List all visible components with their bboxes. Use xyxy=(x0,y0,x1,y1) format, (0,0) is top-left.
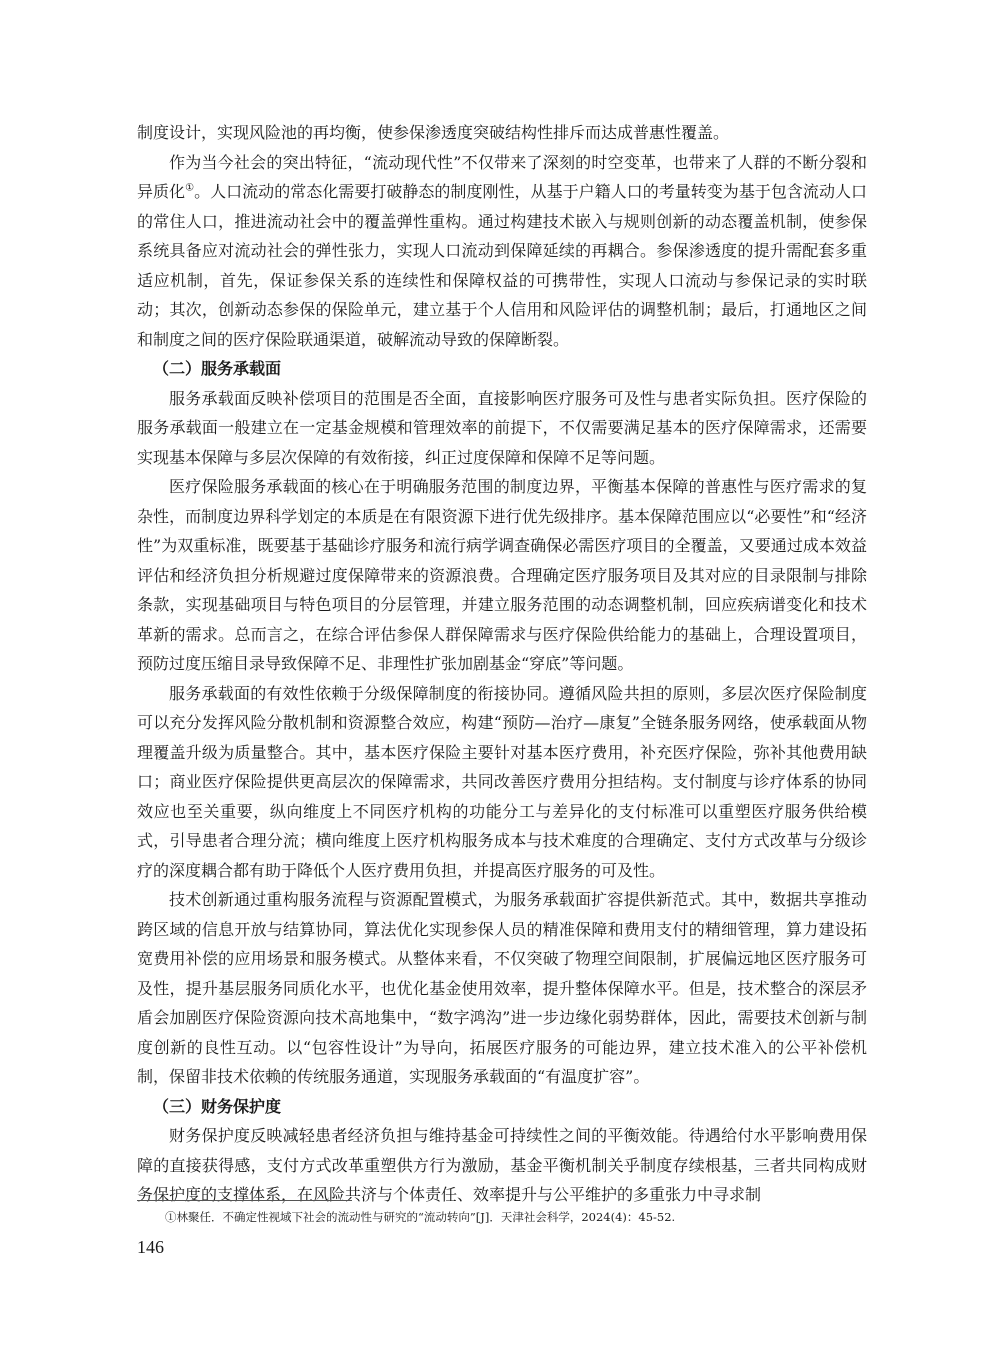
paragraph-1 xyxy=(137,148,867,355)
paragraph-3: 服务承载面反映补偿项目的范围是否全面，直接影响医疗服务可及性与患者实际负担。医疗保险的服务承载面一般建立在一定基金规模和管理效率的前提下，不仅需要满足基本的医疗保障需求，还需要实现基本保障与多层次保障的有效衔接，纠正过度保障和保障不足等问题。 xyxy=(137,388,867,467)
section-heading-3: （三）财务保护度 xyxy=(153,1096,282,1116)
article-body xyxy=(137,118,867,1210)
footnote-ref[interactable]: ① xyxy=(185,182,195,194)
footnote-divider xyxy=(137,1200,352,1201)
section-heading-2: （二）服务承载面 xyxy=(153,359,282,378)
paragraph-6: 技术创新通过重构服务流程与资源配置模式，为服务承载面扩容提供新范式。其中，数据共享推动跨区域的信息开放与结算协同，算法优化实现参保人员的精准保障和费用支付的精细管理，算力建设拓宽费用补偿的应用场景和服务模式。从整体来看，不仅突破了物理空间限制，扩展偏远地区医疗服务可及性，提升基层服务同质化水平，也优化基金使用效率，提升整体保障水平。但是，技术整合的深层矛盾会加剧医疗保险资源向技术高地集中，“数字鸿沟”进一步边缘化弱势群体，因此，需要技术创新与制度创新的良性互动。以“包容性设计”为导向，拓展医疗服务的可能边界，建立技术准入的公平补偿机制，保留非技术依赖的传统服务通道，实现服务承载面的“有温度扩容”。 xyxy=(137,890,867,1086)
footnote: ①林聚任．不确定性视域下社会的流动性与研究的“流动转向”[J]．天津社会科学，2024(4)：45-52. xyxy=(165,1210,676,1224)
paragraph-1-text-b: 。人口流动的常态化需要打破静态的制度刚性，从基于户籍人口的考量转变为基于包含流动人口的常住人口，推进流动社会中的覆盖弹性重构。通过构建技术嵌入与规则创新的动态覆盖机制，使参保系统具备应对流动社会的弹性张力，实现人口流动到保障延续的再耦合。参保渗透度的提升需配套多重适应机制，首先，保证参保关系的连续性和保障权益的可携带性，实现人口流动与参保记录的实时联动；其次，创新动态参保的保险单元，建立基于个人信用和风险评估的调整机制；最后，打通地区之间和制度之间的医疗保险联通渠道，破解流动导致的保障断裂。 xyxy=(137,182,867,349)
paragraph-1-text-a: 作为当今社会的突出特征，“流动现代性”不仅带来了深刻的时空变革，也带来了人群的不断分裂和异质化 xyxy=(137,152,867,201)
paragraph-8: 财务保护度反映减轻患者经济负担与维持基金可持续性之间的平衡效能。待遇给付水平影响费用保障的直接获得感，支付方式改革重塑供方行为激励，基金平衡机制关乎制度存续根基，三者共同构成财务保护度的支撑体系，在风险共济与个体责任、效率提升与公平维护的多重张力中寻求制 xyxy=(137,1126,867,1204)
paragraph-0: 制度设计，实现风险池的再均衡，使参保渗透度突破结构性排斥而达成普惠性覆盖。 xyxy=(137,123,730,142)
paragraph-5: 服务承载面的有效性依赖于分级保障制度的衔接协同。遵循风险共担的原则，多层次医疗保险制度可以充分发挥风险分散机制和资源整合效应，构建“预防—治疗—康复”全链条服务网络，使承载面从物理覆盖升级为质量整合。其中，基本医疗保险主要针对基本医疗费用，补充医疗保险，弥补其他费用缺口；商业医疗保险提供更高层次的保障需求，共同改善医疗费用分担结构。支付制度与诊疗体系的协同效应也至关重要，纵向维度上不同医疗机构的功能分工与差异化的支付标准可以重塑医疗服务供给模式，引导患者合理分流；横向维度上医疗机构服务成本与技术难度的合理确定、支付方式改革与分级诊疗的深度耦合都有助于降低个人医疗费用负担，并提高医疗服务的可及性。 xyxy=(137,683,867,880)
paragraph-4: 医疗保险服务承载面的核心在于明确服务范围的制度边界，平衡基本保障的普惠性与医疗需求的复杂性，而制度边界科学划定的本质是在有限资源下进行优先级排序。基本保障范围应以“必要性”和“经济性”为双重标准，既要基于基础诊疗服务和流行病学调查确保必需医疗项目的全覆盖，又要通过成本效益评估和经济负担分析规避过度保障带来的资源浪费。合理确定医疗服务项目及其对应的目录限制与排除条款，实现基础项目与特色项目的分层管理，并建立服务范围的动态调整机制，回应疾病谱变化和技术革新的需求。总而言之，在综合评估参保人群保障需求与医疗保险供给能力的基础上，合理设置项目，预防过度压缩目录导致保障不足、非理性扩张加剧基金“穿底”等问题。 xyxy=(137,477,867,673)
page-number: 146 xyxy=(137,1237,164,1257)
